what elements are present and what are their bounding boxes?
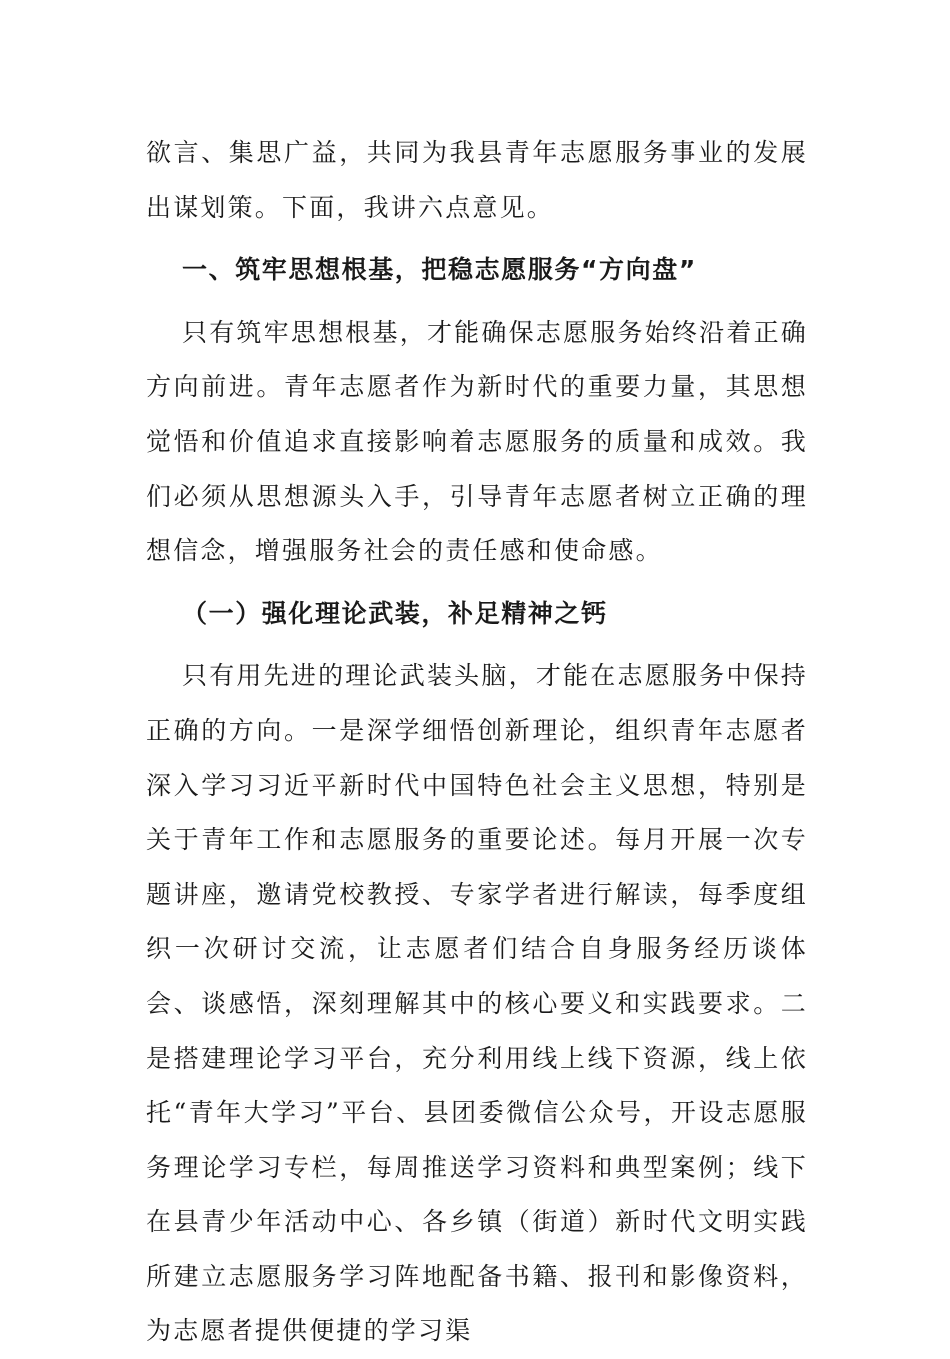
section-1-paragraph: 只有筑牢思想根基，才能确保志愿服务始终沿着正确方向前进。青年志愿者作为新时代的重要力量，其思想觉悟和价值追求直接影响着志愿服务的质量和成效。我们必须从思想源头入手，引导青年志愿者树立正确的理想信念，增强服务社会的责任感和使命感。 xyxy=(146,317,808,566)
section-heading-1: 一、筑牢思想根基，把稳志愿服务“方向盘” xyxy=(182,255,697,285)
subsection-1-paragraph: 只有用先进的理论武装头脑，才能在志愿服务中保持正确的方向。一是深学细悟创新理论，组织青年志愿者深入学习习近平新时代中国特色社会主义思想，特别是关于青年工作和志愿服务的重要论述。每月开展一次专题讲座，邀请党校教授、专家学者进行解读，每季度组织一次研讨交流，让志愿者们结合自身服务经历谈体会、谈感悟，深刻理解其中的核心要义和实践要求。二是搭建理论学习平台，充分利用线上线下资源，线上依托“青年大学习”平台、县团委微信公众号，开设志愿服务理论学习专栏，每周推送学习资料和典型案例；线下在县青少年活动中心、各乡镇（街道）新时代文明实践所建立志愿服务学习阵地配备书籍、报刊和影像资料，为志愿者提供便捷的学习渠 xyxy=(146,661,808,1346)
subsection-heading-1: （一）强化理论武装，补足精神之钙 xyxy=(182,598,608,628)
document-body xyxy=(146,126,808,1359)
intro-paragraph: 欲言、集思广益，共同为我县青年志愿服务事业的发展出谋划策。下面，我讲六点意见。 xyxy=(146,138,808,222)
